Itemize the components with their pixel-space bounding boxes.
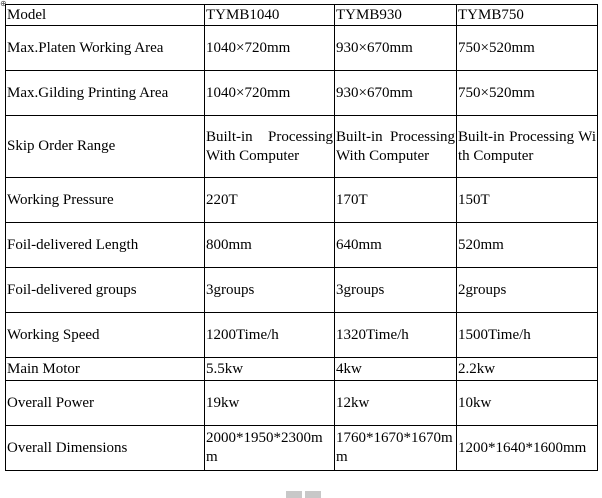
value-cell[interactable]: 170T (335, 178, 457, 223)
table-row (6, 178, 598, 223)
value-cell[interactable]: 930×670mm (335, 71, 457, 116)
row-label-cell[interactable]: Working Pressure (6, 178, 205, 223)
move-handle-icon[interactable]: ⊕ (0, 0, 7, 8)
value-cell[interactable]: 3groups (205, 268, 335, 313)
value-cell[interactable]: 1500Time/h (457, 313, 598, 358)
table-row (6, 223, 598, 268)
spec-table (5, 4, 598, 471)
value-cell[interactable]: 1200Time/h (205, 313, 335, 358)
value-cell[interactable]: 10kw (457, 381, 598, 426)
row-label-cell[interactable]: Working Speed (6, 313, 205, 358)
value-cell[interactable]: Built-in Processing With Computer (205, 116, 335, 178)
row-label-cell[interactable]: Overall Power (6, 381, 205, 426)
table-row (6, 358, 598, 381)
value-cell[interactable]: 800mm (205, 223, 335, 268)
value-cell[interactable]: 19kw (205, 381, 335, 426)
value-cell[interactable]: 1040×720mm (205, 26, 335, 71)
row-label-cell[interactable]: Main Motor (6, 358, 205, 381)
value-cell[interactable]: Built-in Processing With Computer (335, 116, 457, 178)
header-row (6, 5, 598, 26)
row-label-cell[interactable]: Overall Dimensions (6, 426, 205, 471)
value-cell[interactable]: 520mm (457, 223, 598, 268)
model-cell[interactable]: TYMB1040 (205, 5, 335, 26)
row-label-cell[interactable]: Foil-delivered groups (6, 268, 205, 313)
resize-handle-segment (286, 491, 302, 498)
table-row (6, 71, 598, 116)
value-cell[interactable]: 1320Time/h (335, 313, 457, 358)
value-cell[interactable]: 4kw (335, 358, 457, 381)
table-row (6, 26, 598, 71)
table-row (6, 381, 598, 426)
value-cell[interactable]: 750×520mm (457, 26, 598, 71)
value-cell[interactable]: 1200*1640*1600mm (457, 426, 598, 471)
table-row (6, 426, 598, 471)
value-cell[interactable]: 1760*1670*1670mm (335, 426, 457, 471)
value-cell[interactable]: 5.5kw (205, 358, 335, 381)
row-label-cell[interactable]: Max.Platen Working Area (6, 26, 205, 71)
value-cell[interactable]: 1040×720mm (205, 71, 335, 116)
row-label-cell[interactable]: Max.Gilding Printing Area (6, 71, 205, 116)
table-row (6, 268, 598, 313)
value-cell[interactable]: 750×520mm (457, 71, 598, 116)
row-label-cell[interactable]: Skip Order Range (6, 116, 205, 178)
value-cell[interactable]: 150T (457, 178, 598, 223)
header-label-cell[interactable]: Model (6, 5, 205, 26)
value-cell[interactable]: 12kw (335, 381, 457, 426)
table-row (6, 313, 598, 358)
model-cell[interactable]: TYMB930 (335, 5, 457, 26)
value-cell[interactable]: Built-in Processing With Computer (457, 116, 598, 178)
value-cell[interactable]: 640mm (335, 223, 457, 268)
value-cell[interactable]: 930×670mm (335, 26, 457, 71)
value-cell[interactable]: 2.2kw (457, 358, 598, 381)
value-cell[interactable]: 2groups (457, 268, 598, 313)
model-cell[interactable]: TYMB750 (457, 5, 598, 26)
value-cell[interactable]: 220T (205, 178, 335, 223)
row-label-cell[interactable]: Foil-delivered Length (6, 223, 205, 268)
table-row (6, 116, 598, 178)
resize-handle-icon[interactable] (286, 491, 322, 498)
value-cell[interactable]: 3groups (335, 268, 457, 313)
value-cell[interactable]: 2000*1950*2300mm (205, 426, 335, 471)
resize-handle-segment (305, 491, 321, 498)
